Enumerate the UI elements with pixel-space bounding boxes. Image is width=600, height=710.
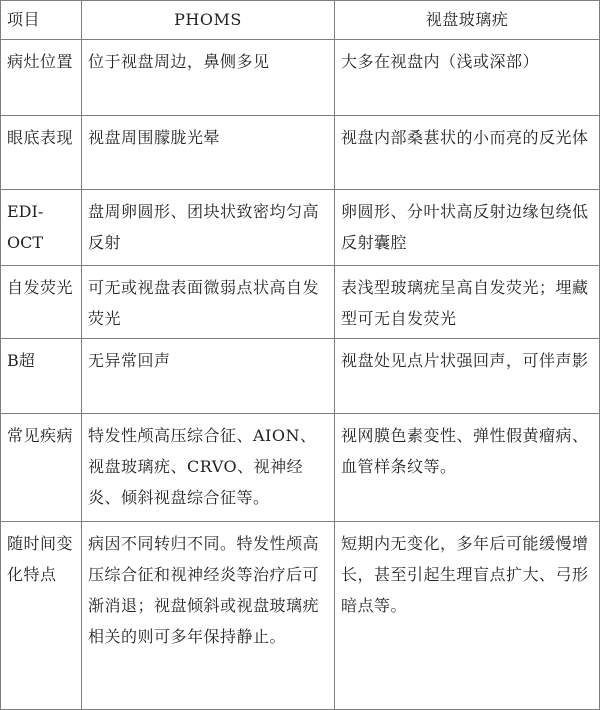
row-drusen-cell: 表浅型玻璃疣呈高自发荧光；埋藏型可无自发荧光 [335,266,600,339]
header-phoms: PHOMS [82,1,335,40]
row-label: 常见疾病 [1,414,82,522]
row-phoms-cell: 可无或视盘表面微弱点状高自发荧光 [82,266,335,339]
row-drusen-cell: 视盘内部桑葚状的小而亮的反光体 [335,116,600,190]
row-phoms-cell: 视盘周围朦胧光晕 [82,116,335,190]
row-drusen-cell: 短期内无变化，多年后可能缓慢增长，甚至引起生理盲点扩大、弓形暗点等。 [335,522,600,710]
row-drusen-cell: 视盘处见点片状强回声，可伴声影 [335,339,600,414]
table-row [1,190,600,266]
row-label: 随时间变化特点 [1,522,82,710]
row-label: 自发荧光 [1,266,82,339]
table-row [1,116,600,190]
row-phoms-cell: 病因不同转归不同。特发性颅高压综合征和视神经炎等治疗后可渐消退；视盘倾斜或视盘玻璃疣相关的则可多年保持静止。 [82,522,335,710]
row-label: 病灶位置 [1,40,82,116]
row-phoms-cell: 无异常回声 [82,339,335,414]
row-drusen-cell: 卵圆形、分叶状高反射边缘包绕低反射囊腔 [335,190,600,266]
table-row [1,40,600,116]
header-item: 项目 [1,1,82,40]
table-row [1,266,600,339]
table-row [1,414,600,522]
header-row [1,1,600,40]
row-label: 眼底表现 [1,116,82,190]
row-label: B超 [1,339,82,414]
row-phoms-cell: 盘周卵圆形、团块状致密均匀高反射 [82,190,335,266]
table-row [1,339,600,414]
row-phoms-cell: 位于视盘周边，鼻侧多见 [82,40,335,116]
row-drusen-cell: 视网膜色素变性、弹性假黄瘤病、血管样条纹等。 [335,414,600,522]
row-phoms-cell: 特发性颅高压综合征、AION、视盘玻璃疣、CRVO、视神经炎、倾斜视盘综合征等。 [82,414,335,522]
header-drusen: 视盘玻璃疣 [335,1,600,40]
row-drusen-cell: 大多在视盘内（浅或深部） [335,40,600,116]
row-label: EDI-OCT [1,190,82,266]
table-row [1,522,600,710]
